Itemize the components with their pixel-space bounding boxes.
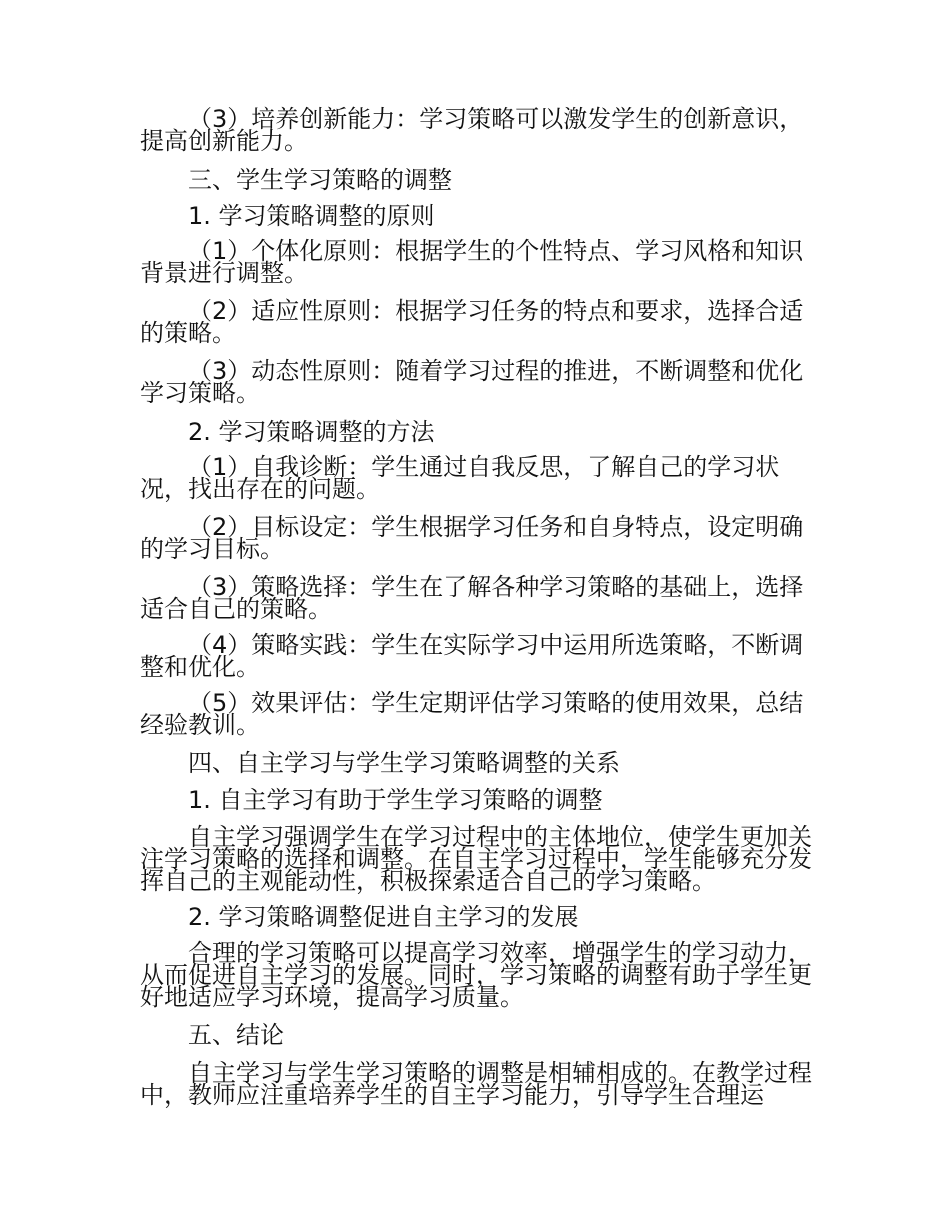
paragraph: 自主学习与学生学习策略的调整是相辅相成的。在教学过程中，教师应注重培养学生的自主学习能力，引导学生合理运: [140, 1059, 812, 1109]
paragraph: （2）目标设定：学生根据学习任务和自身特点，设定明确的学习目标。: [140, 513, 804, 563]
paragraph: （1）个体化原则：根据学生的个性特点、学习风格和知识背景进行调整。: [140, 237, 804, 287]
section-heading: 五、结论: [188, 1021, 284, 1049]
subsection-heading: 2. 学习策略调整的方法: [188, 418, 435, 446]
paragraph: （4）策略实践：学生在实际学习中运用所选策略，不断调整和优化。: [140, 631, 804, 681]
subsection-heading: 1. 自主学习有助于学生学习策略的调整: [188, 786, 603, 814]
paragraph: （3）策略选择：学生在了解各种学习策略的基础上，选择适合自己的策略。: [140, 573, 804, 623]
paragraph: 自主学习强调学生在学习过程中的主体地位，使学生更加关注学习策略的选择和调整。在自主学习过程中，学生能够充分发挥自己的主观能动性，积极探索适合自己的学习策略。: [140, 823, 812, 895]
paragraph: （5）效果评估：学生定期评估学习策略的使用效果，总结经验教训。: [140, 689, 804, 739]
section-heading: 三、学生学习策略的调整: [188, 166, 452, 194]
subsection-heading: 2. 学习策略调整促进自主学习的发展: [188, 903, 579, 931]
paragraph: 合理的学习策略可以提高学习效率，增强学生的学习动力，从而促进自主学习的发展。同时，学习策略的调整有助于学生更好地适应学习环境，提高学习质量。: [140, 939, 812, 1011]
paragraph: （2）适应性原则：根据学习任务的特点和要求，选择合适的策略。: [140, 297, 804, 347]
paragraph: （3）动态性原则：随着学习过程的推进，不断调整和优化学习策略。: [140, 357, 804, 407]
paragraph: （1）自我诊断：学生通过自我反思，了解自己的学习状况，找出存在的问题。: [140, 453, 780, 503]
section-heading: 四、自主学习与学生学习策略调整的关系: [188, 749, 620, 777]
paragraph: （3）培养创新能力：学习策略可以激发学生的创新意识，提高创新能力。: [140, 105, 804, 155]
subsection-heading: 1. 学习策略调整的原则: [188, 202, 435, 230]
